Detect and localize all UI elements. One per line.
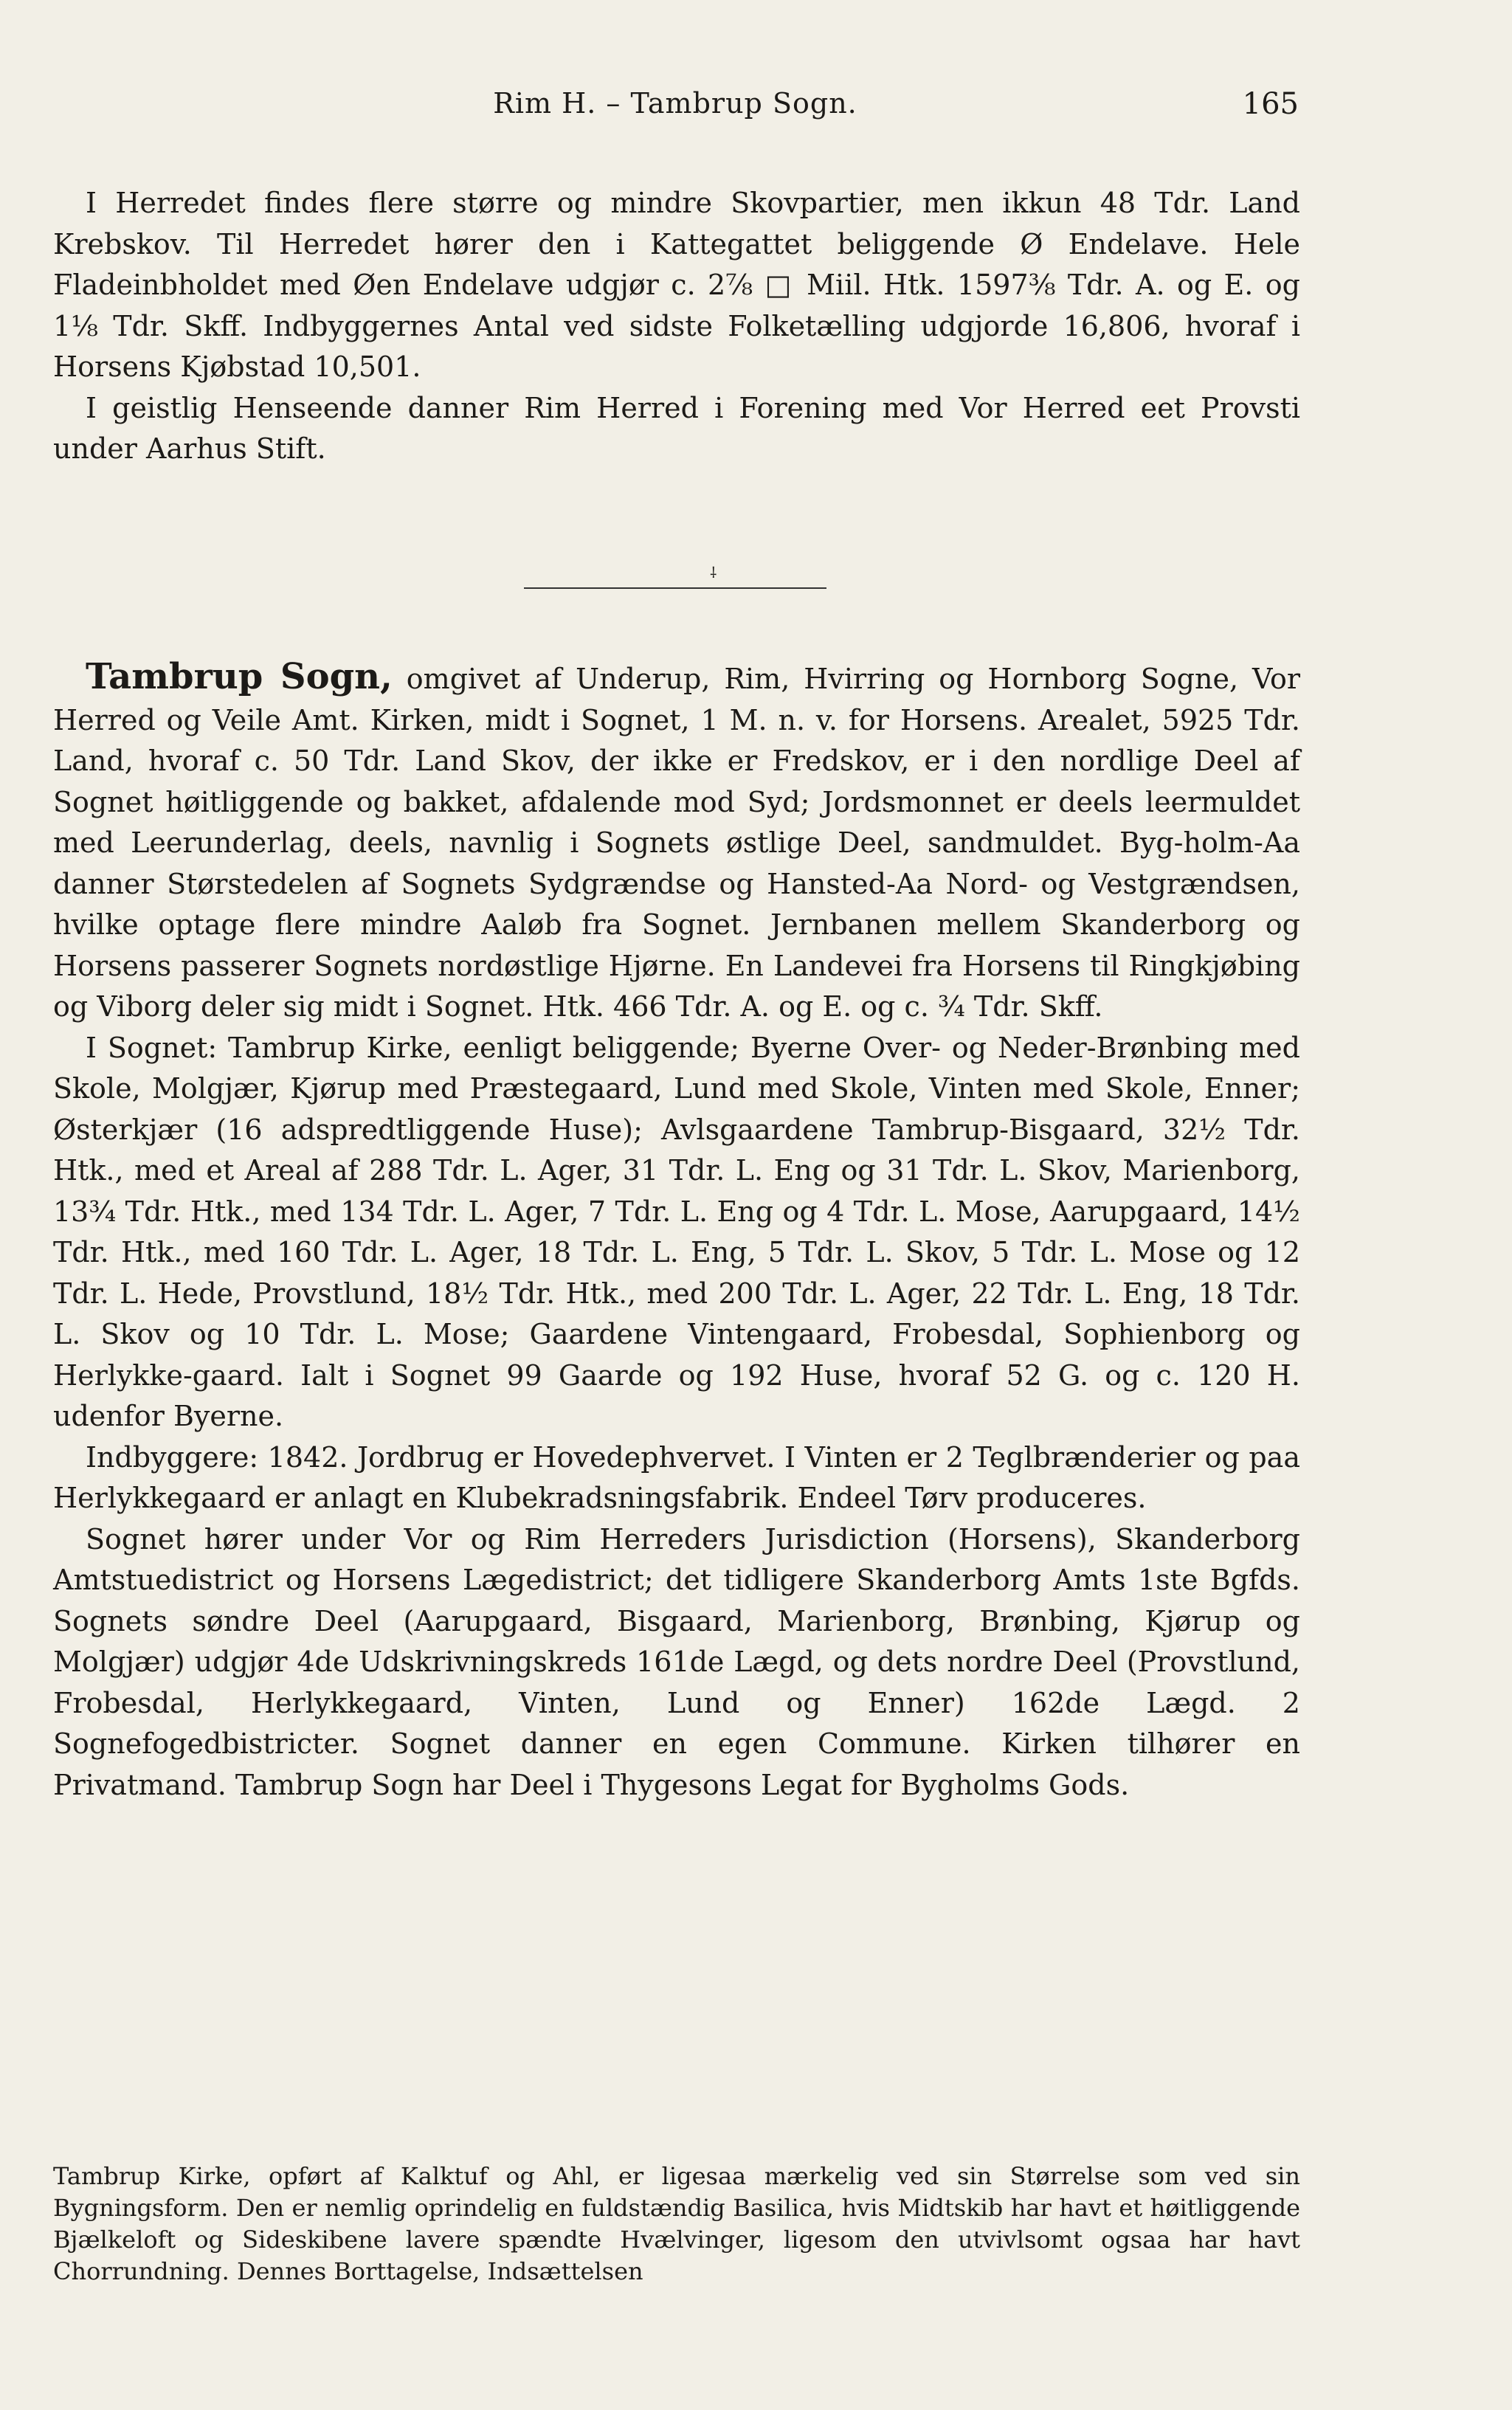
paragraph-forests: I Herredet findes flere større og mindre Skovpartier, men ikkun 48 Tdr. Land Krebskov. Til Herredet hører den i Kattegattet beliggende Ø Endelave. Hele Fladeinbholdet med Øen Endelave udgjør c. 2⅞ □ Miil. Htk. 1597⅜ Tdr. A. og E. og 1⅛ Tdr. Skff. Indbyggernes Antal ved sidste Folketælling udgjorde 16,806, hvoraf i Horsens Kjøbstad 10,501. — [53, 187, 1300, 383]
running-title: Rim H. – Tambrup Sogn. — [493, 87, 857, 120]
paragraph-ecclesiastical: I geistlig Henseende danner Rim Herred i Forening med Vor Herred eet Provsti under Aarhus Stift. — [53, 391, 1300, 465]
running-header — [52, 87, 1299, 139]
paragraph-population: Indbyggere: 1842. Jordbrug er Hovedерhvervet. I Vinten er 2 Teglbrænderier og paa Herlykkegaard er anlagt en Klubekradsningsfabrik. Endeel Tørv produceres. — [53, 1440, 1300, 1514]
paragraph-overview — [53, 657, 1300, 1028]
parish-section — [53, 657, 1300, 1806]
footnote: Tambrup Kirke, opført af Kalktuf og Ahl, er ligesaa mærkelig ved sin Størrelse som ved sin Bygningsform. Den er nemlig oprindelig en fuldstændig Basilica, hvis Midtskib har havt et høitliggende Bjælkeloft og Sideskibene lavere spændte Hvælvinger, ligesom den utvivlsomt ogsaa har havt Chorrundning. Dennes Borttagelse, Indsættelsen — [53, 2162, 1300, 2285]
paragraph-places: I Sognet: Tambrup Kirke, eenligt beliggende; Byerne Over- og Neder-Brønbing med Skole, Molgjær, Kjørup med Præstegaard, Lund med Skole, Vinten med Skole, Enner; Østerkjær (16 adspredtliggende Huse); Avlsgaardene Tambrup-Bisgaard, 32½ Tdr. Htk., med et Areal af 288 Tdr. L. Ager, 31 Tdr. L. Eng og 31 Tdr. L. Skov, Marienborg, 13¾ Tdr. Htk., med 134 Tdr. L. Ager, 7 Tdr. L. Eng og 4 Tdr. L. Mose, Aarupgaard, 14½ Tdr. Htk., med 160 Tdr. L. Ager, 18 Tdr. L. Eng, 5 Tdr. L. Skov, 5 Tdr. L. Mose og 12 Tdr. L. Hede, Provstlund, 18½ Tdr. Htk., med 200 Tdr. L. Ager, 22 Tdr. L. Eng, 18 Tdr. L. Skov og 10 Tdr. L. Mose; Gaardene Vintengaard, Frobesdal, Sophienborg og Herlykke-gaard. Ialt i Sognet 99 Gaarde og 192 Huse, hvoraf 52 G. og c. 120 H. udenfor Byerne. — [53, 1031, 1300, 1432]
section-divider — [524, 587, 826, 589]
paragraph-jurisdiction: Sognet hører under Vor og Rim Herreders Jurisdiction (Horsens), Skanderborg Amtstuedistrict og Horsens Lægedistrict; det tidligere Skanderborg Amts 1ste Bgfds. Sognets søndre Deel (Aarupgaard, Bisgaard, Marienborg, Brønbing, Kjørup og Molgjær) udgjør 4de Udskrivningskreds 161de Lægd, og dets nordre Deel (Provstlund, Frobesdal, Herlykkegaard, Vinten, Lund og Enner) 162de Lægd. 2 Sognefogedbistricter. Sognet danner en egen Commune. Kirken tilhører en Privatmand. Tambrup Sogn har Deel i Thygesons Legat for Bygholms Gods. — [53, 1522, 1300, 1801]
herred-description — [53, 183, 1300, 470]
section-heading: Tambrup Sogn, — [86, 656, 393, 697]
overview-text: omgivet af Underup, Rim, Hvirring og Hornborg Sogne, Vor Herred og Veile Amt. Kirken, midt i Sognet, 1 M. n. v. for Horsens. Arealet, 5925 Tdr. Land, hvoraf c. 50 Tdr. Land Skov, der ikke er Fredskov, er i den nordlige Deel af Sognet høitliggende og bakket, afdalende mod Syd; Jordsmonnet er deels leermuldet med Leerunderlag, deels, navnlig i Sognets østlige Deel, sandmuldet. Byg-holm-Aa danner Størstedelen af Sognets Sydgrændse og Hansted-Aa Nord- og Vestgrændsen, hvilke optage flere mindre Aaløb fra Sognet. Jernbanen mellem Skanderborg og Horsens passerer Sognets nordøstlige Hjørne. En Landevei fra Horsens til Ringkjøbing og Viborg deler sig midt i Sognet. Htk. 466 Tdr. A. og E. og c. ¾ Tdr. Skff. — [53, 663, 1300, 1023]
divider-mark: ⸸ — [710, 564, 717, 581]
page-number: 165 — [1242, 87, 1299, 121]
